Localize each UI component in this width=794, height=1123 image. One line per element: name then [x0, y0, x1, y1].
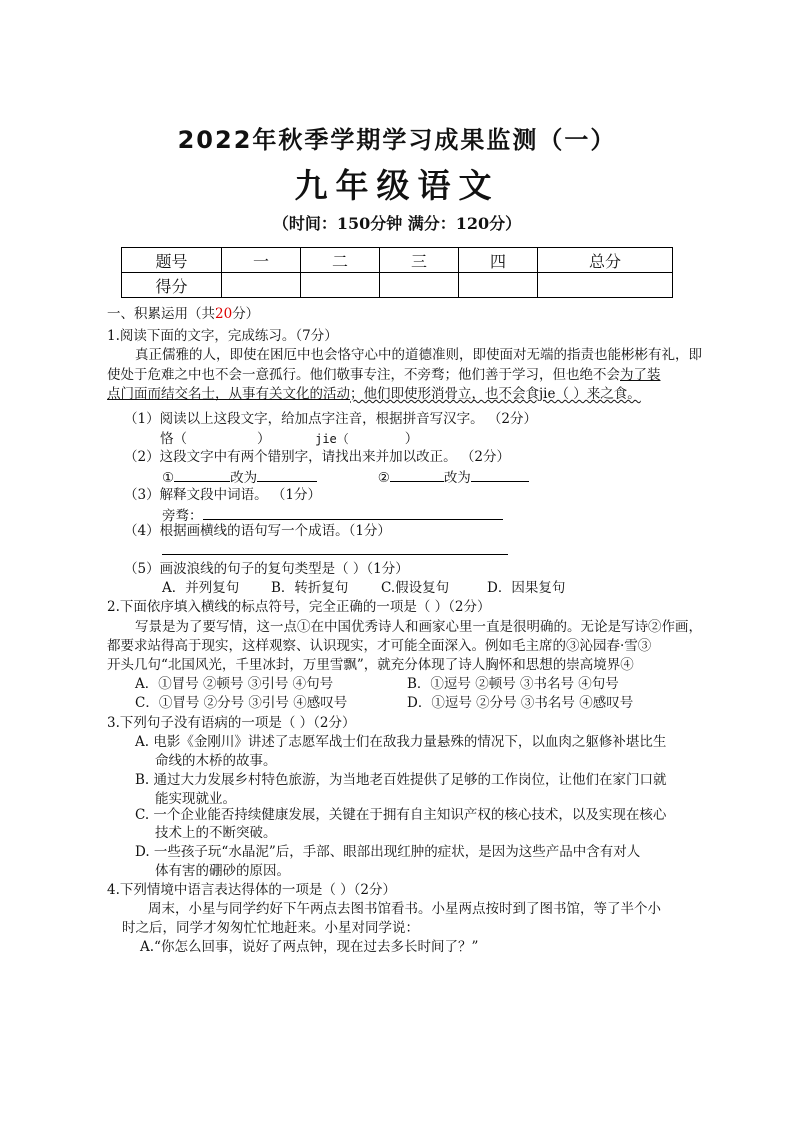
- answer-line: [162, 467, 529, 487]
- table-cell: 题号: [122, 248, 222, 273]
- underlined-text: 为了装: [620, 367, 661, 383]
- option-c[interactable]: C．①冒号 ②分号 ③引号 ④感叹号: [135, 695, 348, 711]
- table-cell: 三: [380, 248, 459, 273]
- answer-label: 改为: [230, 470, 258, 486]
- table-row: [122, 248, 673, 273]
- answer-blank[interactable]: [471, 467, 529, 482]
- passage-line: 真正儒雅的人，即使在困厄中也会恪守心中的道德准则，即使面对无端的指责也能彬彬有礼，即: [135, 347, 702, 363]
- pinyin-label: jie（: [315, 432, 349, 446]
- question-stem: 1.阅读下面的文字，完成练习。（7分）: [107, 328, 338, 344]
- answer-blank[interactable]: [174, 467, 230, 482]
- option-a[interactable]: A. 电影《金刚川》讲述了志愿军战士们在敌我力量悬殊的情况下，以血肉之躯修补堪比生: [135, 734, 667, 750]
- option-a[interactable]: A．并列复句: [162, 580, 240, 596]
- option-b[interactable]: B．转折复句: [271, 580, 349, 596]
- sub-question: （2）这段文字中有两个错别字，请找出来并加以改正。 （2分）: [124, 449, 510, 465]
- table-row: [122, 273, 673, 298]
- table-cell: 一: [222, 248, 301, 273]
- underlined-text: 点门面而结交名士，从事有关文化的活动: [107, 386, 350, 402]
- section-heading: [107, 305, 259, 323]
- answer-line: [160, 429, 418, 448]
- answer-label: 改为: [443, 470, 471, 486]
- section-heading-text: 一、积累运用（共: [107, 306, 215, 322]
- option-d-cont: 体有害的硼砂的原因。: [155, 863, 290, 879]
- score-input-cell[interactable]: [380, 273, 459, 298]
- sub-question: （5）画波浪线的句子的复句类型是（ ）（1分）: [124, 561, 409, 577]
- passage-line: 都要求站得高于现实，这样观察、认识现实，才可能全面深入。例如毛主席的③沁园春·雪③: [107, 638, 652, 654]
- score-table: [121, 247, 673, 298]
- table-cell: 总分: [538, 248, 673, 273]
- question-stem: 4.下列情境中语言表达得体的一项是（ ）（2分）: [107, 882, 397, 898]
- score-input-cell[interactable]: [538, 273, 673, 298]
- option-c[interactable]: C.假设复句: [381, 580, 450, 596]
- option-d[interactable]: D．因果复句: [487, 580, 566, 596]
- answer-label: ）: [404, 431, 419, 447]
- question-stem: 3.下列句子没有语病的一项是（ ）（2分）: [107, 715, 356, 731]
- option-d[interactable]: D. 一些孩子玩“水晶泥”后，手部、眼部出现红肿的症状，是因为这些产品中含有对人: [135, 844, 641, 860]
- answer-label: 旁骛：: [162, 508, 203, 524]
- sub-question: （3）解释文段中词语。 （1分）: [124, 487, 321, 503]
- option-b[interactable]: B．①逗号 ②顿号 ③书名号 ④句号: [407, 676, 619, 692]
- section-points: 20: [215, 306, 233, 322]
- answer-blank[interactable]: [162, 554, 508, 555]
- answer-blank[interactable]: [349, 429, 405, 443]
- option-a[interactable]: A．①冒号 ②顿号 ③引号 ④句号: [135, 676, 334, 692]
- table-cell: 四: [459, 248, 538, 273]
- passage-text: 使处于危难之中也不会一意孤行。他们敬事专注，不旁骛；他们善于学习，但也绝不会: [107, 367, 620, 383]
- passage-line: 周末，小星与同学约好下午两点去图书馆看书。小星两点按时到了图书馆，等了半个小: [148, 901, 661, 917]
- answer-label: ①: [162, 470, 175, 486]
- sub-question: （1）阅读以上这段文字，给加点字注音，根据拼音写汉字。 （2分）: [124, 411, 537, 427]
- score-input-cell[interactable]: [222, 273, 301, 298]
- answer-label: ②: [377, 470, 390, 486]
- option-c[interactable]: C. 一个企业能否持续健康发展，关键在于拥有自主知识产权的核心技术，以及实现在核心: [135, 807, 667, 823]
- option-row: [162, 579, 565, 597]
- answer-label: ）: [257, 431, 271, 447]
- answer-blank[interactable]: [390, 467, 444, 482]
- passage-line: 时之后，同学才匆匆忙忙地赶来。小星对同学说：: [122, 920, 419, 936]
- passage-line: 写景是为了要写情，这一点①在中国优秀诗人和画家心里一直是很明确的。无论是写诗②作画，: [135, 619, 702, 635]
- option-b-cont: 能实现就业。: [155, 791, 236, 807]
- exam-title: 2022年秋季学期学习成果监测（一）: [177, 126, 617, 154]
- option-a-cont: 命线的木桥的故事。: [155, 753, 277, 769]
- score-input-cell[interactable]: [301, 273, 380, 298]
- passage-line: 开头几句“北国风光，千里冰封，万里雪飘”，就充分体现了诗人胸怀和思想的崇高境界④: [107, 657, 634, 673]
- option-a[interactable]: A.“你怎么回事，说好了两点钟，现在过去多长时间了？”: [140, 939, 479, 955]
- subject-title: 九年级语文: [294, 166, 500, 205]
- answer-blank[interactable]: [257, 467, 317, 482]
- exam-info: （时间：150分钟 满分：120分）: [272, 214, 522, 233]
- score-input-cell[interactable]: [459, 273, 538, 298]
- answer-label: 恪（: [160, 431, 187, 447]
- option-b[interactable]: B. 通过大力发展乡村特色旅游，为当地老百姓提供了足够的工作岗位，让他们在家门口就: [135, 772, 667, 788]
- answer-blank[interactable]: [203, 505, 503, 520]
- section-heading-text: 分）: [232, 306, 260, 322]
- option-d[interactable]: D．①逗号 ②分号 ③书名号 ④感叹号: [407, 695, 634, 711]
- passage-line: [107, 366, 661, 384]
- question-stem: 2.下面依序填入横线的标点符号，完全正确的一项是（ ）（2分）: [107, 599, 491, 615]
- answer-blank[interactable]: [187, 429, 257, 443]
- option-c-cont: 技术上的不断突破。: [155, 825, 277, 841]
- table-cell: 二: [301, 248, 380, 273]
- passage-line: [107, 385, 641, 403]
- table-cell: 得分: [122, 273, 222, 298]
- sub-question: （4）根据画横线的语句写一个成语。（1分）: [124, 523, 391, 539]
- wavy-underlined-text: ；他们即使形消骨立，也不会食jie（ ）来之食。: [350, 386, 641, 402]
